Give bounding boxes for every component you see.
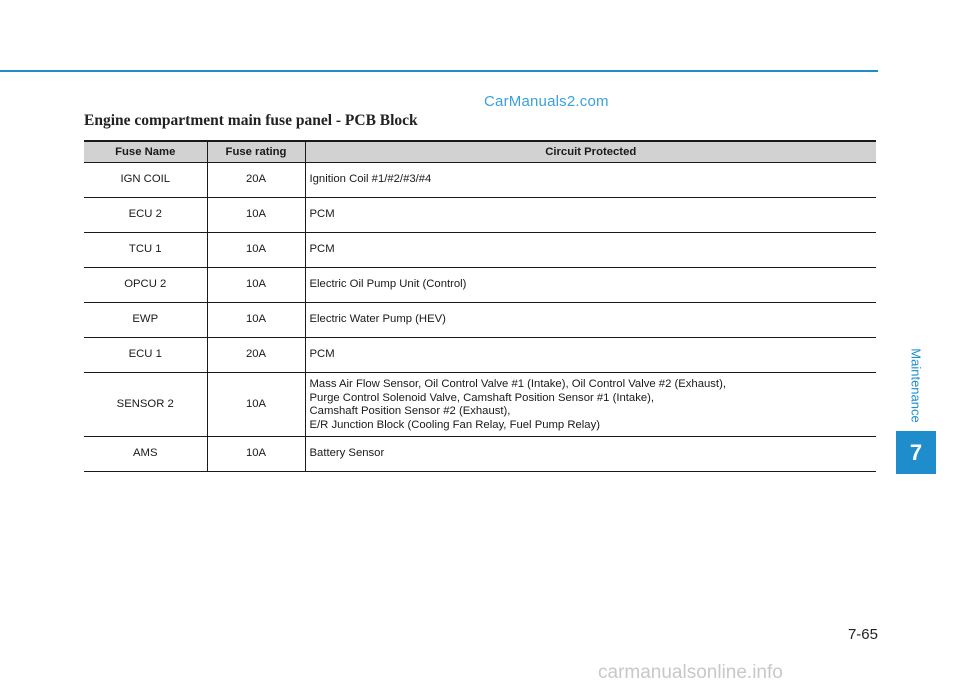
chapter-number-box: 7 xyxy=(896,431,936,474)
page-number: 7-65 xyxy=(847,626,878,643)
fuse-rating-cell: 20A xyxy=(207,163,305,198)
circuit-line: PCM xyxy=(309,243,335,256)
fuse-rating-cell: 10A xyxy=(207,437,305,472)
top-rule xyxy=(0,70,878,72)
circuit-line: Electric Oil Pump Unit (Control) xyxy=(309,278,467,291)
circuit-line: Mass Air Flow Sensor, Oil Control Valve #1 (Intake), Oil Control Valve #2 (Exhaust), xyxy=(309,378,726,390)
fuse-rating-cell: 10A xyxy=(207,233,305,268)
table-body xyxy=(84,163,876,472)
circuit-protected-cell xyxy=(305,233,876,268)
circuit-protected-cell xyxy=(305,373,876,437)
header-circuit-protected: Circuit Protected xyxy=(305,141,876,163)
table-row xyxy=(84,233,876,268)
table-row xyxy=(84,437,876,472)
circuit-protected-cell xyxy=(305,303,876,338)
fuse-name-cell: TCU 1 xyxy=(84,233,207,268)
section-title: Engine compartment main fuse panel - PCB Block xyxy=(84,112,418,129)
fuse-rating-cell: 10A xyxy=(207,268,305,303)
circuit-line: PCM xyxy=(309,348,335,361)
fuse-table xyxy=(84,140,876,472)
watermark-carmanualsonline: carmanualsonline.info xyxy=(598,662,783,683)
fuse-name-cell: ECU 1 xyxy=(84,338,207,373)
table-row xyxy=(84,163,876,198)
table-row xyxy=(84,338,876,373)
fuse-rating-cell: 10A xyxy=(207,198,305,233)
fuse-rating-cell: 10A xyxy=(207,303,305,338)
circuit-protected-cell xyxy=(305,268,876,303)
circuit-protected-cell xyxy=(305,198,876,233)
fuse-name-cell: SENSOR 2 xyxy=(84,373,207,437)
fuse-rating-cell: 10A xyxy=(207,373,305,437)
header-fuse-name: Fuse Name xyxy=(84,141,207,163)
side-tab-maintenance xyxy=(896,340,936,430)
table-row xyxy=(84,303,876,338)
table-row xyxy=(84,268,876,303)
table-header-row xyxy=(84,141,876,163)
table-row xyxy=(84,198,876,233)
side-tab-label: Maintenance xyxy=(908,347,924,423)
circuit-line: PCM xyxy=(309,208,335,221)
circuit-line: Ignition Coil #1/#2/#3/#4 xyxy=(309,173,432,186)
circuit-protected-cell xyxy=(305,163,876,198)
fuse-name-cell: OPCU 2 xyxy=(84,268,207,303)
circuit-line: Electric Water Pump (HEV) xyxy=(309,313,446,326)
header-fuse-rating: Fuse rating xyxy=(207,141,305,163)
circuit-protected-cell xyxy=(305,437,876,472)
circuit-line: Purge Control Solenoid Valve, Camshaft Position Sensor #1 (Intake), xyxy=(309,391,655,404)
circuit-line: Camshaft Position Sensor #2 (Exhaust), xyxy=(309,405,511,417)
fuse-rating-cell: 20A xyxy=(207,338,305,373)
circuit-line: Battery Sensor xyxy=(309,447,385,460)
watermark-carmanuals2: CarManuals2.com xyxy=(484,93,609,110)
fuse-name-cell: AMS xyxy=(84,437,207,472)
circuit-line: E/R Junction Block (Cooling Fan Relay, Fuel Pump Relay) xyxy=(309,418,600,431)
table-row xyxy=(84,373,876,437)
fuse-name-cell: EWP xyxy=(84,303,207,338)
circuit-protected-cell xyxy=(305,338,876,373)
fuse-name-cell: ECU 2 xyxy=(84,198,207,233)
fuse-name-cell: IGN COIL xyxy=(84,163,207,198)
